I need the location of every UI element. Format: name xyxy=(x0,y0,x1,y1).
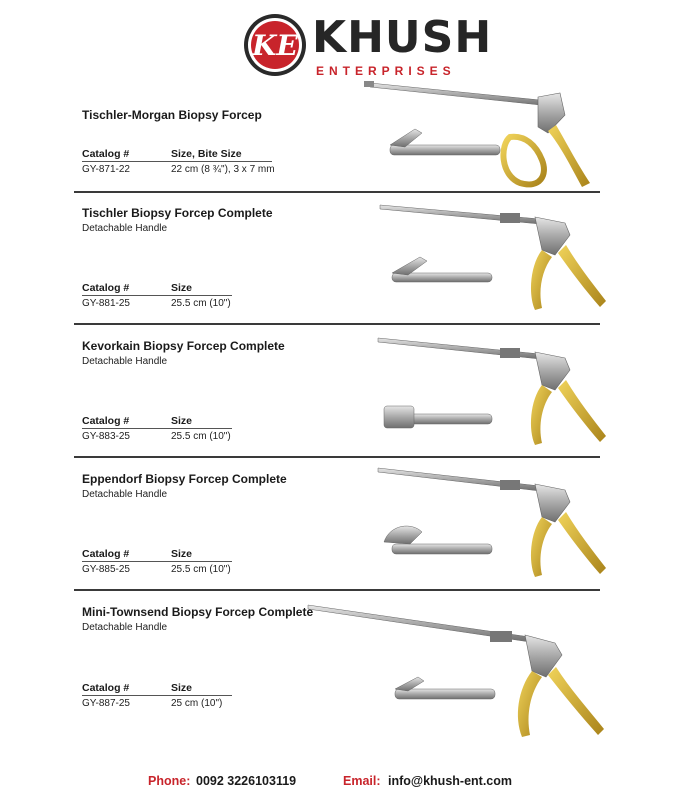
phone-number[interactable]: 0092 3226103119 xyxy=(196,774,297,788)
forcep-illustration xyxy=(360,75,620,195)
product-title: Tischler Biopsy Forcep Complete xyxy=(82,206,273,220)
catalog-number: GY-881-25 xyxy=(82,298,130,309)
size-header: Size xyxy=(171,415,193,427)
product-subtitle: Detachable Handle xyxy=(82,356,168,367)
size-value: 25 cm (10") xyxy=(171,698,223,709)
size-value: 25.5 cm (10") xyxy=(171,431,231,442)
header-rule xyxy=(82,161,272,162)
catalog-header: Catalog # xyxy=(82,282,130,294)
catalog-header: Catalog # xyxy=(82,548,130,560)
catalog-number: GY-883-25 xyxy=(82,431,130,442)
size-value: 22 cm (8 ¾"), 3 x 7 mm xyxy=(171,164,275,175)
product-subtitle: Detachable Handle xyxy=(82,489,168,500)
brand-name: KHUSH xyxy=(312,12,493,63)
product-title: Eppendorf Biopsy Forcep Complete xyxy=(82,472,287,486)
brand-logo xyxy=(242,12,493,84)
catalog-header: Catalog # xyxy=(82,682,130,694)
brand-subtitle: ENTERPRISES xyxy=(316,64,456,78)
size-header: Size xyxy=(171,282,193,294)
catalog-number: GY-885-25 xyxy=(82,564,130,575)
catalog-number: GY-887-25 xyxy=(82,698,130,709)
email-address[interactable]: info@khush-ent.com xyxy=(388,774,512,788)
header-rule xyxy=(82,561,232,562)
forcep-illustration xyxy=(300,597,620,745)
header-rule xyxy=(82,695,232,696)
brand-initials: KE xyxy=(252,29,298,62)
header-rule xyxy=(82,428,232,429)
product-title: Mini-Townsend Biopsy Forcep Complete xyxy=(82,605,314,619)
catalog-number: GY-871-22 xyxy=(82,164,130,175)
product-subtitle: Detachable Handle xyxy=(82,622,168,633)
size-header: Size xyxy=(171,682,193,694)
forcep-illustration xyxy=(370,330,615,455)
product-title: Kevorkain Biopsy Forcep Complete xyxy=(82,339,285,353)
product-title: Tischler-Morgan Biopsy Forcep xyxy=(82,108,262,122)
catalog-header: Catalog # xyxy=(82,148,130,160)
section-separator xyxy=(74,323,600,325)
forcep-illustration xyxy=(370,462,615,587)
email-label: Email: xyxy=(343,774,381,788)
section-separator xyxy=(74,589,600,591)
product-subtitle: Detachable Handle xyxy=(82,223,168,234)
section-separator xyxy=(74,456,600,458)
size-value: 25.5 cm (10") xyxy=(171,564,231,575)
brand-emblem xyxy=(242,12,308,78)
size-value: 25.5 cm (10") xyxy=(171,298,231,309)
contact-footer xyxy=(0,774,689,792)
size-header: Size xyxy=(171,548,193,560)
size-header: Size, Bite Size xyxy=(171,148,242,160)
phone-label: Phone: xyxy=(148,774,191,788)
forcep-illustration xyxy=(370,195,615,320)
header-rule xyxy=(82,295,232,296)
catalog-header: Catalog # xyxy=(82,415,130,427)
